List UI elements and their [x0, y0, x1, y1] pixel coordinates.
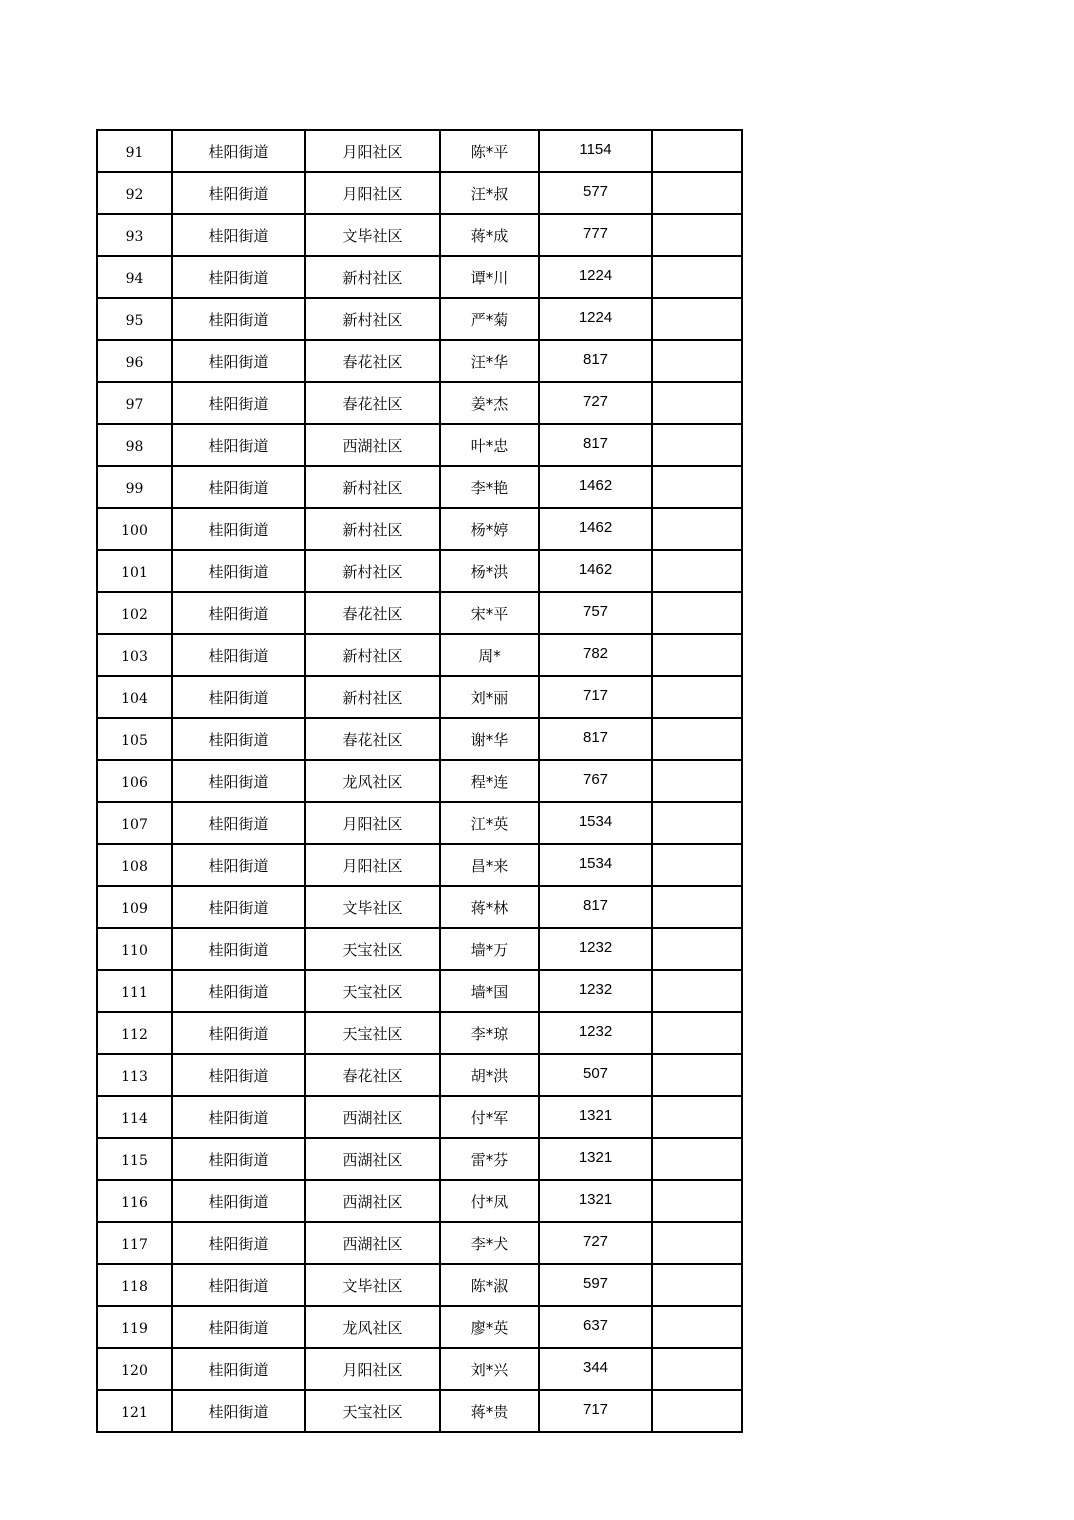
amount-cell: 1224	[539, 256, 652, 298]
name-cell: 谢*华	[440, 718, 539, 760]
community-cell: 新村社区	[305, 634, 440, 676]
row-number-cell: 95	[97, 298, 172, 340]
name-cell: 周*	[440, 634, 539, 676]
name-cell: 汪*华	[440, 340, 539, 382]
note-cell	[652, 760, 742, 802]
amount-cell: 637	[539, 1306, 652, 1348]
name-cell: 刘*丽	[440, 676, 539, 718]
amount-cell: 1462	[539, 466, 652, 508]
row-number-cell: 99	[97, 466, 172, 508]
amount-cell: 782	[539, 634, 652, 676]
table-row	[97, 1264, 742, 1306]
note-cell	[652, 1138, 742, 1180]
street-cell: 桂阳街道	[172, 760, 305, 802]
note-cell	[652, 382, 742, 424]
street-cell: 桂阳街道	[172, 424, 305, 466]
community-cell: 月阳社区	[305, 1348, 440, 1390]
note-cell	[652, 298, 742, 340]
row-number-cell: 104	[97, 676, 172, 718]
community-cell: 新村社区	[305, 676, 440, 718]
row-number-cell: 119	[97, 1306, 172, 1348]
table-row	[97, 214, 742, 256]
table-row	[97, 970, 742, 1012]
note-cell	[652, 1054, 742, 1096]
row-number-cell: 102	[97, 592, 172, 634]
street-cell: 桂阳街道	[172, 802, 305, 844]
table-body	[97, 130, 742, 1432]
amount-cell: 817	[539, 340, 652, 382]
community-cell: 龙风社区	[305, 760, 440, 802]
community-cell: 天宝社区	[305, 1012, 440, 1054]
street-cell: 桂阳街道	[172, 130, 305, 172]
note-cell	[652, 928, 742, 970]
note-cell	[652, 1096, 742, 1138]
note-cell	[652, 424, 742, 466]
street-cell: 桂阳街道	[172, 1348, 305, 1390]
community-cell: 文毕社区	[305, 1264, 440, 1306]
street-cell: 桂阳街道	[172, 508, 305, 550]
street-cell: 桂阳街道	[172, 382, 305, 424]
community-cell: 文毕社区	[305, 886, 440, 928]
table-row	[97, 1012, 742, 1054]
community-cell: 西湖社区	[305, 1180, 440, 1222]
community-cell: 天宝社区	[305, 928, 440, 970]
row-number-cell: 91	[97, 130, 172, 172]
note-cell	[652, 1180, 742, 1222]
note-cell	[652, 508, 742, 550]
name-cell: 廖*英	[440, 1306, 539, 1348]
amount-cell: 1232	[539, 1012, 652, 1054]
street-cell: 桂阳街道	[172, 214, 305, 256]
table-row	[97, 1138, 742, 1180]
note-cell	[652, 970, 742, 1012]
table-row	[97, 1348, 742, 1390]
amount-cell: 717	[539, 676, 652, 718]
community-cell: 春花社区	[305, 340, 440, 382]
community-cell: 天宝社区	[305, 1390, 440, 1432]
row-number-cell: 116	[97, 1180, 172, 1222]
note-cell	[652, 256, 742, 298]
name-cell: 汪*叔	[440, 172, 539, 214]
amount-cell: 1321	[539, 1180, 652, 1222]
name-cell: 墙*国	[440, 970, 539, 1012]
amount-cell: 1321	[539, 1138, 652, 1180]
note-cell	[652, 802, 742, 844]
community-cell: 月阳社区	[305, 172, 440, 214]
amount-cell: 1534	[539, 802, 652, 844]
note-cell	[652, 1264, 742, 1306]
name-cell: 胡*洪	[440, 1054, 539, 1096]
name-cell: 杨*婷	[440, 508, 539, 550]
table-row	[97, 1096, 742, 1138]
row-number-cell: 101	[97, 550, 172, 592]
table-row	[97, 760, 742, 802]
row-number-cell: 105	[97, 718, 172, 760]
amount-cell: 777	[539, 214, 652, 256]
note-cell	[652, 130, 742, 172]
row-number-cell: 114	[97, 1096, 172, 1138]
row-number-cell: 112	[97, 1012, 172, 1054]
amount-cell: 344	[539, 1348, 652, 1390]
table-row	[97, 1222, 742, 1264]
street-cell: 桂阳街道	[172, 1054, 305, 1096]
table-row	[97, 340, 742, 382]
name-cell: 程*连	[440, 760, 539, 802]
amount-cell: 1321	[539, 1096, 652, 1138]
table-row	[97, 130, 742, 172]
street-cell: 桂阳街道	[172, 970, 305, 1012]
note-cell	[652, 718, 742, 760]
amount-cell: 577	[539, 172, 652, 214]
community-cell: 西湖社区	[305, 1138, 440, 1180]
name-cell: 李*犬	[440, 1222, 539, 1264]
community-cell: 新村社区	[305, 256, 440, 298]
name-cell: 雷*芬	[440, 1138, 539, 1180]
table-row	[97, 718, 742, 760]
amount-cell: 597	[539, 1264, 652, 1306]
community-cell: 西湖社区	[305, 1096, 440, 1138]
note-cell	[652, 214, 742, 256]
street-cell: 桂阳街道	[172, 550, 305, 592]
table-row	[97, 1054, 742, 1096]
name-cell: 陈*淑	[440, 1264, 539, 1306]
row-number-cell: 117	[97, 1222, 172, 1264]
street-cell: 桂阳街道	[172, 1306, 305, 1348]
street-cell: 桂阳街道	[172, 340, 305, 382]
table-row	[97, 676, 742, 718]
name-cell: 姜*杰	[440, 382, 539, 424]
row-number-cell: 92	[97, 172, 172, 214]
street-cell: 桂阳街道	[172, 718, 305, 760]
amount-cell: 507	[539, 1054, 652, 1096]
street-cell: 桂阳街道	[172, 1264, 305, 1306]
row-number-cell: 107	[97, 802, 172, 844]
row-number-cell: 103	[97, 634, 172, 676]
community-cell: 春花社区	[305, 592, 440, 634]
table-row	[97, 298, 742, 340]
street-cell: 桂阳街道	[172, 1012, 305, 1054]
name-cell: 付*凤	[440, 1180, 539, 1222]
community-cell: 龙风社区	[305, 1306, 440, 1348]
street-cell: 桂阳街道	[172, 676, 305, 718]
name-cell: 蒋*成	[440, 214, 539, 256]
row-number-cell: 97	[97, 382, 172, 424]
table-row	[97, 550, 742, 592]
table-row	[97, 1306, 742, 1348]
note-cell	[652, 1306, 742, 1348]
name-cell: 叶*忠	[440, 424, 539, 466]
row-number-cell: 106	[97, 760, 172, 802]
amount-cell: 1534	[539, 844, 652, 886]
community-cell: 文毕社区	[305, 214, 440, 256]
table-row	[97, 466, 742, 508]
community-cell: 月阳社区	[305, 802, 440, 844]
row-number-cell: 98	[97, 424, 172, 466]
note-cell	[652, 676, 742, 718]
note-cell	[652, 844, 742, 886]
row-number-cell: 108	[97, 844, 172, 886]
note-cell	[652, 1348, 742, 1390]
amount-cell: 1462	[539, 550, 652, 592]
name-cell: 付*军	[440, 1096, 539, 1138]
table-row	[97, 172, 742, 214]
name-cell: 李*艳	[440, 466, 539, 508]
community-cell: 月阳社区	[305, 130, 440, 172]
amount-cell: 1462	[539, 508, 652, 550]
name-cell: 蒋*林	[440, 886, 539, 928]
name-cell: 墙*万	[440, 928, 539, 970]
street-cell: 桂阳街道	[172, 256, 305, 298]
row-number-cell: 109	[97, 886, 172, 928]
row-number-cell: 93	[97, 214, 172, 256]
table-row	[97, 508, 742, 550]
amount-cell: 727	[539, 382, 652, 424]
amount-cell: 817	[539, 718, 652, 760]
street-cell: 桂阳街道	[172, 1390, 305, 1432]
table-row	[97, 928, 742, 970]
name-cell: 江*英	[440, 802, 539, 844]
row-number-cell: 111	[97, 970, 172, 1012]
community-cell: 新村社区	[305, 550, 440, 592]
table-row	[97, 424, 742, 466]
amount-cell: 757	[539, 592, 652, 634]
street-cell: 桂阳街道	[172, 1180, 305, 1222]
street-cell: 桂阳街道	[172, 172, 305, 214]
note-cell	[652, 1390, 742, 1432]
amount-cell: 817	[539, 424, 652, 466]
community-cell: 新村社区	[305, 298, 440, 340]
table-row	[97, 886, 742, 928]
name-cell: 宋*平	[440, 592, 539, 634]
street-cell: 桂阳街道	[172, 928, 305, 970]
name-cell: 蒋*贵	[440, 1390, 539, 1432]
note-cell	[652, 592, 742, 634]
row-number-cell: 100	[97, 508, 172, 550]
note-cell	[652, 340, 742, 382]
street-cell: 桂阳街道	[172, 1096, 305, 1138]
row-number-cell: 120	[97, 1348, 172, 1390]
community-cell: 春花社区	[305, 382, 440, 424]
amount-cell: 1224	[539, 298, 652, 340]
community-cell: 春花社区	[305, 718, 440, 760]
name-cell: 严*菊	[440, 298, 539, 340]
table-row	[97, 256, 742, 298]
community-cell: 春花社区	[305, 1054, 440, 1096]
row-number-cell: 118	[97, 1264, 172, 1306]
note-cell	[652, 1222, 742, 1264]
table-row	[97, 1180, 742, 1222]
street-cell: 桂阳街道	[172, 634, 305, 676]
table-row	[97, 382, 742, 424]
note-cell	[652, 550, 742, 592]
street-cell: 桂阳街道	[172, 592, 305, 634]
street-cell: 桂阳街道	[172, 1222, 305, 1264]
amount-cell: 1232	[539, 928, 652, 970]
table-row	[97, 802, 742, 844]
data-table	[96, 129, 743, 1433]
table-row	[97, 634, 742, 676]
note-cell	[652, 1012, 742, 1054]
community-cell: 新村社区	[305, 508, 440, 550]
table-row	[97, 844, 742, 886]
name-cell: 谭*川	[440, 256, 539, 298]
community-cell: 天宝社区	[305, 970, 440, 1012]
table-row	[97, 1390, 742, 1432]
name-cell: 陈*平	[440, 130, 539, 172]
row-number-cell: 121	[97, 1390, 172, 1432]
street-cell: 桂阳街道	[172, 298, 305, 340]
community-cell: 西湖社区	[305, 1222, 440, 1264]
community-cell: 西湖社区	[305, 424, 440, 466]
note-cell	[652, 466, 742, 508]
community-cell: 新村社区	[305, 466, 440, 508]
note-cell	[652, 886, 742, 928]
name-cell: 刘*兴	[440, 1348, 539, 1390]
street-cell: 桂阳街道	[172, 1138, 305, 1180]
row-number-cell: 113	[97, 1054, 172, 1096]
name-cell: 李*琼	[440, 1012, 539, 1054]
row-number-cell: 94	[97, 256, 172, 298]
name-cell: 昌*来	[440, 844, 539, 886]
row-number-cell: 115	[97, 1138, 172, 1180]
amount-cell: 767	[539, 760, 652, 802]
note-cell	[652, 634, 742, 676]
street-cell: 桂阳街道	[172, 886, 305, 928]
street-cell: 桂阳街道	[172, 844, 305, 886]
amount-cell: 1154	[539, 130, 652, 172]
name-cell: 杨*洪	[440, 550, 539, 592]
row-number-cell: 110	[97, 928, 172, 970]
amount-cell: 717	[539, 1390, 652, 1432]
community-cell: 月阳社区	[305, 844, 440, 886]
row-number-cell: 96	[97, 340, 172, 382]
amount-cell: 1232	[539, 970, 652, 1012]
amount-cell: 817	[539, 886, 652, 928]
note-cell	[652, 172, 742, 214]
amount-cell: 727	[539, 1222, 652, 1264]
table-row	[97, 592, 742, 634]
street-cell: 桂阳街道	[172, 466, 305, 508]
